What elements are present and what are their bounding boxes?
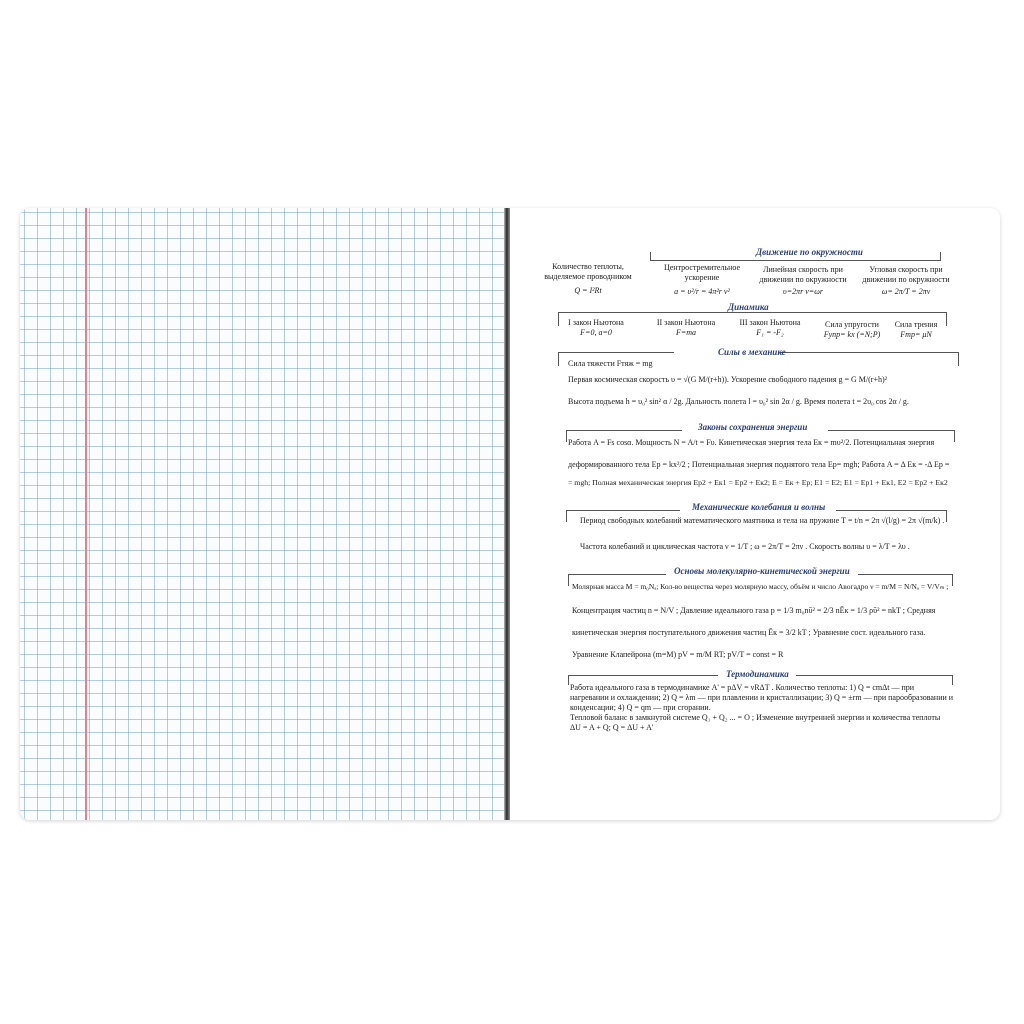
dynamics-formula-1: F=0, a=0 bbox=[580, 328, 612, 337]
circular-formula-3: υ=2πr ν=ωr bbox=[783, 287, 823, 296]
rule bbox=[836, 510, 946, 511]
section-title-dynamics: Динамика bbox=[728, 302, 769, 312]
bracket bbox=[568, 675, 569, 685]
bracket bbox=[566, 510, 567, 522]
bracket bbox=[952, 574, 953, 586]
rule bbox=[828, 430, 954, 431]
dynamics-label-1: I закон Ньютона bbox=[568, 318, 624, 327]
formula-page bbox=[510, 208, 1000, 820]
rule bbox=[566, 510, 680, 511]
mkt-line-1: Молярная масса M = m₀Nₐ; Кол-во вещества через молярную массу, объём и число Авогадро ν = m/M = N/Nₐ = V/Vₘ ; bbox=[572, 582, 949, 591]
margin-line bbox=[85, 208, 87, 820]
section-title-thermo: Термодинамика bbox=[726, 669, 789, 679]
bracket bbox=[566, 430, 567, 442]
bracket bbox=[946, 510, 947, 522]
dynamics-formula-3: F₁ = -F₂ bbox=[756, 328, 784, 337]
rule bbox=[858, 574, 952, 575]
rule bbox=[558, 352, 674, 353]
section-title-energy: Законы сохранения энергии bbox=[698, 422, 808, 432]
dynamics-label-2: II закон Ньютона bbox=[656, 318, 716, 327]
bracket bbox=[940, 252, 941, 261]
energy-line-2: деформированного тела Ep = kx²/2 ; Потенциальная энергия поднятого тела Ep= mgh; Работа A = Δ Eк = -Δ Ep = bbox=[568, 460, 950, 469]
bracket bbox=[958, 352, 959, 366]
dynamics-label-5: Сила трения bbox=[894, 320, 938, 329]
oscillations-line-1: Период свободных колебаний математического маятника и тела на пружине T = t/n = 2π √(l/g) = 2π √(m/k) . bbox=[580, 516, 945, 525]
circular-label-4: Угловая скорость при движении по окружности bbox=[862, 265, 950, 284]
energy-line-3: = mgh; Полная механическая энергия Ep2 + Eк1 = Ep2 + Eк2; E = Eк + Ep; E1 = E2; E1 = Ep1 + Eк1, E2 = Ep2 + Eк2 bbox=[568, 478, 948, 487]
rule bbox=[566, 430, 682, 431]
circular-formula-1: Q = I²Rt bbox=[574, 286, 602, 295]
circular-label-2: Центростремительное ускорение bbox=[663, 263, 741, 282]
rule bbox=[568, 574, 666, 575]
mkt-line-3: кинетическая энергия поступательного движения частиц Ēк = 3/2 kT ; Уравнение сост. идеального газа. bbox=[572, 628, 926, 637]
rule bbox=[650, 260, 940, 261]
rule bbox=[568, 675, 718, 676]
grid-page bbox=[20, 208, 506, 820]
section-title-circular: Движение по окружности bbox=[756, 247, 863, 257]
dynamics-formula-4: Fупр= kx (=N;P) bbox=[823, 330, 881, 339]
bracket bbox=[952, 675, 953, 685]
forces-line-1: Сила тяжести Fтяж = mg bbox=[568, 359, 653, 368]
bracket bbox=[650, 252, 651, 261]
dynamics-formula-5: Fтр= μN bbox=[900, 330, 932, 339]
circular-label-3: Линейная скорость при движении по окружности bbox=[759, 265, 847, 284]
energy-line-1: Работа A = Fs cosα. Мощность N = A/t = Fυ. Кинетическая энергия тела Eк = mυ²/2. Потенциальная энергия bbox=[568, 438, 935, 447]
section-title-mkt: Основы молекулярно-кинетической энергии bbox=[674, 566, 850, 576]
dynamics-formula-2: F=ma bbox=[675, 328, 697, 337]
section-title-oscillations: Механические колебания и волны bbox=[692, 502, 826, 512]
dynamics-label-4: Сила упругости bbox=[825, 320, 879, 329]
thermo-line-2: нагревании и охлаждении; 2) Q = λm — при плавлении и кристаллизации; 3) Q = ±rm — при парообразовании и bbox=[570, 693, 954, 702]
circular-formula-2: a = υ²/r = 4π²r ν² bbox=[674, 287, 730, 296]
circular-formula-4: ω= 2π/T = 2πν bbox=[881, 287, 931, 296]
rule bbox=[558, 312, 946, 313]
mkt-line-4: Уравнение Клапейрона (m=M) pV = m/M RT; pV/T = const = R bbox=[572, 650, 784, 659]
rule bbox=[780, 352, 958, 353]
bracket bbox=[568, 574, 569, 586]
thermo-line-3: конденсации; 4) Q = qm — при сгорании. bbox=[570, 703, 711, 712]
oscillations-line-2: Частота колебаний и циклическая частота ν = 1/T ; ω = 2π/T = 2πν . Скорость волны υ = λ/T = λυ . bbox=[580, 542, 910, 551]
forces-line-2: Первая космическая скорость υ = √(G M/(r+h)). Ускорение свободного падения g = G M/(r+h)² bbox=[568, 375, 888, 384]
thermo-line-5: ΔU = A + Q; Q = ΔU + A' bbox=[570, 723, 654, 732]
circular-label-1: Количество теплоты, выделяемое проводником bbox=[544, 262, 632, 281]
thermo-line-1: Работа идеального газа в термодинамике A' = pΔV = νRΔT . Количество теплоты: 1) Q = cmΔt — при bbox=[570, 683, 915, 692]
mkt-line-2: Концентрация частиц n = N/V ; Давление идеального газа p = 1/3 m₀nῡ² = 2/3 nĒк = 1/3 ρῡ² = nkT ; Средняя bbox=[572, 606, 936, 615]
bracket bbox=[954, 430, 955, 442]
section-title-forces: Силы в механике bbox=[718, 347, 786, 357]
notebook bbox=[20, 208, 1000, 820]
dynamics-label-3: III закон Ньютона bbox=[739, 318, 801, 327]
rule bbox=[796, 675, 952, 676]
forces-line-3: Высота подъема h = υ₀² sin² α / 2g. Дальность полета l = υ₀² sin 2α / g. Время полета t = 2υ₀ cos 2α / g. bbox=[568, 397, 909, 406]
thermo-line-4: Тепловой баланс в замкнутой системе Q₁ + Q₂ ... = O ; Изменение внутренней энергии и количества теплоты bbox=[570, 713, 941, 722]
bracket bbox=[558, 352, 559, 366]
